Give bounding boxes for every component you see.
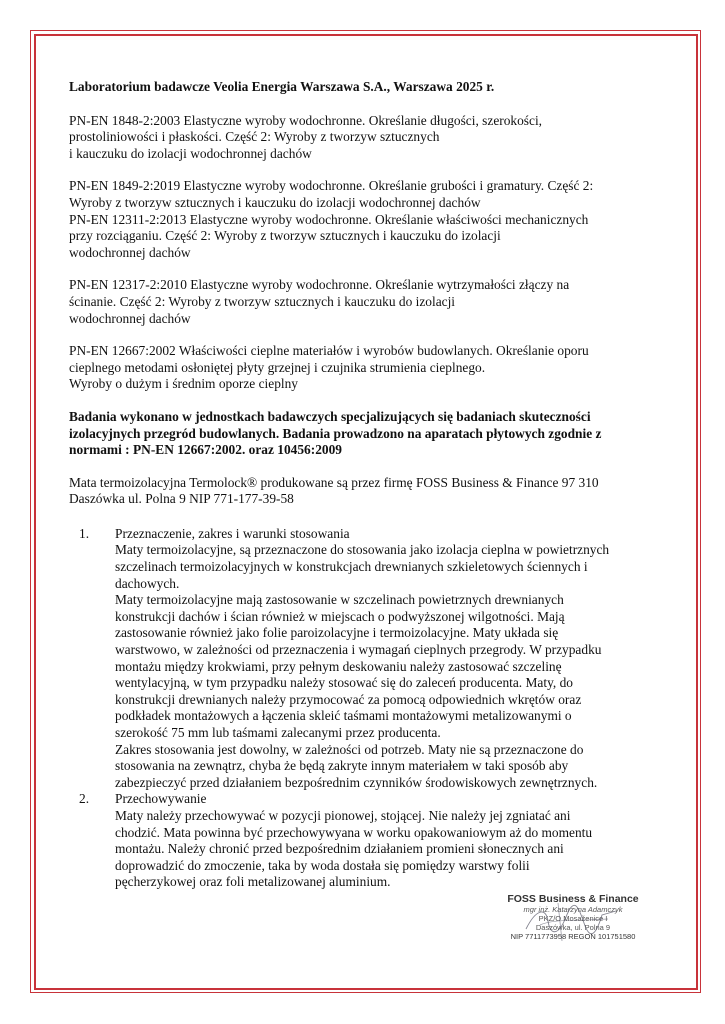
- text-line: pęcherzykowej oraz foli metalizowanej aluminium.: [115, 874, 391, 890]
- standard-pn-en-12667: [69, 343, 669, 393]
- text-line: szczelinach termoizolacyjnych w konstrukcjach drewnianych szkieletowych ściennych i: [115, 559, 588, 575]
- text-line: Mata termoizolacyjna Termolock® produkowane są przez firmę FOSS Business & Finance 97 310: [69, 474, 599, 490]
- text-line: cieplnego metodami osłoniętej płyty grzejnej i czujnika strumienia cieplnego.: [69, 359, 486, 375]
- text-line: wodochronnej dachów: [69, 244, 191, 260]
- section-number: 2.: [79, 791, 90, 807]
- section-purpose-and-use: [69, 526, 669, 792]
- text-line: Maty termoizolacyjne mają zastosowanie w szczelinach powietrznych drewnianych: [115, 592, 564, 608]
- manufacturer-info: [69, 475, 669, 508]
- text-line: Maty termoizolacyjne, są przeznaczone do stosowania jako izolacja cieplna w powietrznych: [115, 542, 610, 558]
- text-line: montażu. Należy chronić przed bezpośrednim działaniem promieni słonecznych ani: [115, 841, 564, 857]
- text-line: szerokość 75 mm lub taśmami zalecanymi przez producenta.: [115, 725, 441, 740]
- text-line: zabezpieczyć przed działaniem bezpośrednim czynników środowiskowych zewnętrznych.: [115, 774, 598, 790]
- section-number: 1.: [79, 525, 90, 541]
- research-note: [69, 409, 669, 459]
- text-line: wodochronnej dachów: [69, 310, 191, 326]
- text-line: Wyroby o dużym i średnim oporze cieplny: [69, 376, 299, 392]
- section-heading: Przeznaczenie, zakres i warunki stosowania: [115, 525, 350, 541]
- text-line: Daszówka ul. Polna 9 NIP 771-177-39-58: [69, 491, 294, 507]
- standard-pn-en-1849-2-and-12311-2: [69, 178, 669, 261]
- standard-pn-en-1848-2: [69, 113, 669, 163]
- text-line: PN-EN 12667:2002 Właściwości cieplne materiałów i wyrobów budowlanych. Określanie oporu: [69, 343, 589, 359]
- text-line: prostoliniowości i płaskości. Część 2: Wyroby z tworzyw sztucznych: [69, 129, 440, 145]
- document-body: [69, 79, 669, 891]
- text-line: ścinanie. Część 2: Wyroby z tworzyw sztucznych i kauczuku do izolacji: [69, 293, 456, 309]
- text-line: dachowych.: [115, 575, 180, 591]
- text-line: montażu między krokwiami, przy pełnym deskowaniu należy zastosować szczelinę: [115, 658, 562, 674]
- text-line: warstwowo, w zależności od przeznaczenia i wymagań cieplnych przegrody. W przypadku: [115, 642, 602, 658]
- section-storage: [69, 791, 669, 891]
- stamp-address: Daszówka, ul. Polna 9: [535, 923, 611, 932]
- section-heading: Przechowywanie: [115, 791, 207, 807]
- text-line: wentylacyjną, w tym przypadku należy stosować się do zaleceń producenta. Maty, do: [115, 675, 573, 691]
- text-line: PN-EN 12311-2:2013 Elastyczne wyroby wodochronne. Określanie właściwości mechanicznych: [69, 211, 589, 227]
- text-line: stosowania na zewnątrz, chyba że będą zakryte innym materiałem w taki sposób aby: [115, 758, 569, 774]
- stamp-ids: NIP 7711773958 REGON 101751580: [510, 932, 636, 941]
- text-line: chodzić. Mata powinna być przechowywyana w worku opakowaniowym aż do momentu: [115, 824, 593, 840]
- numbered-sections: [69, 526, 669, 891]
- text-line: PN-EN 12317-2:2010 Elastyczne wyroby wodochronne. Określanie wytrzymałości złączy na: [69, 277, 570, 293]
- text-line: Wyroby z tworzyw sztucznych i kauczuku do izolacji wodochronnej dachów: [69, 194, 481, 210]
- text-line: izolacyjnych przegród budowlanych. Badania prowadzono na aparatach płytowych zgodnie z: [69, 425, 602, 441]
- text-line: normami : PN-EN 12667:2002. oraz 10456:2009: [69, 442, 342, 458]
- text-line: zastosowanie również jako folie paroizolacyjne i termoizolacyjne. Maty układa się: [115, 625, 559, 641]
- text-line: przy rozciąganiu. Część 2: Wyroby z tworzyw sztucznych i kauczuku do izolacji: [69, 228, 501, 244]
- document-title: Laboratorium badawcze Veolia Energia Warszawa S.A., Warszawa 2025 r.: [69, 79, 495, 94]
- stamp-line3: PKZ/O Mosaženice I: [538, 914, 608, 923]
- stamp-person: mgr inż. Katarzyna Adamczyk: [523, 905, 623, 914]
- text-line: i kauczuku do izolacji wodochronnej dachów: [69, 145, 312, 161]
- standard-pn-en-12317-2: [69, 277, 669, 327]
- text-line: konstrukcji drewnianych należy przymocować za pomocą odpowiednich wkrętów oraz: [115, 691, 582, 707]
- text-line: podkładek montażowych a łączenia skleić taśmami montażowymi metalizowanymi o: [115, 708, 572, 724]
- text-line: doprowadzić do zmoczenie, taka by woda dostała się pomiędzy warstwy folii: [115, 857, 530, 873]
- stamp-company: FOSS Business & Finance: [507, 893, 639, 905]
- text-line: konstrukcji dachów i ścian również w miejscach o podwyższonej wilgotności. Mają: [115, 608, 565, 624]
- text-line: PN-EN 1848-2:2003 Elastyczne wyroby wodochronne. Określanie długości, szerokości,: [69, 112, 543, 128]
- text-line: Badania wykonano w jednostkach badawczych specjalizujących się badaniach skuteczności: [69, 408, 591, 424]
- text-line: Zakres stosowania jest dowolny, w zależności od potrzeb. Maty nie są przeznaczone do: [115, 741, 584, 757]
- company-stamp: [498, 893, 648, 951]
- text-line: PN-EN 1849-2:2019 Elastyczne wyroby wodochronne. Określanie grubości i gramatury. Część 2:: [69, 178, 594, 194]
- text-line: Maty należy przechowywać w pozycji pionowej, stojącej. Nie należy jej zgniatać ani: [115, 807, 571, 823]
